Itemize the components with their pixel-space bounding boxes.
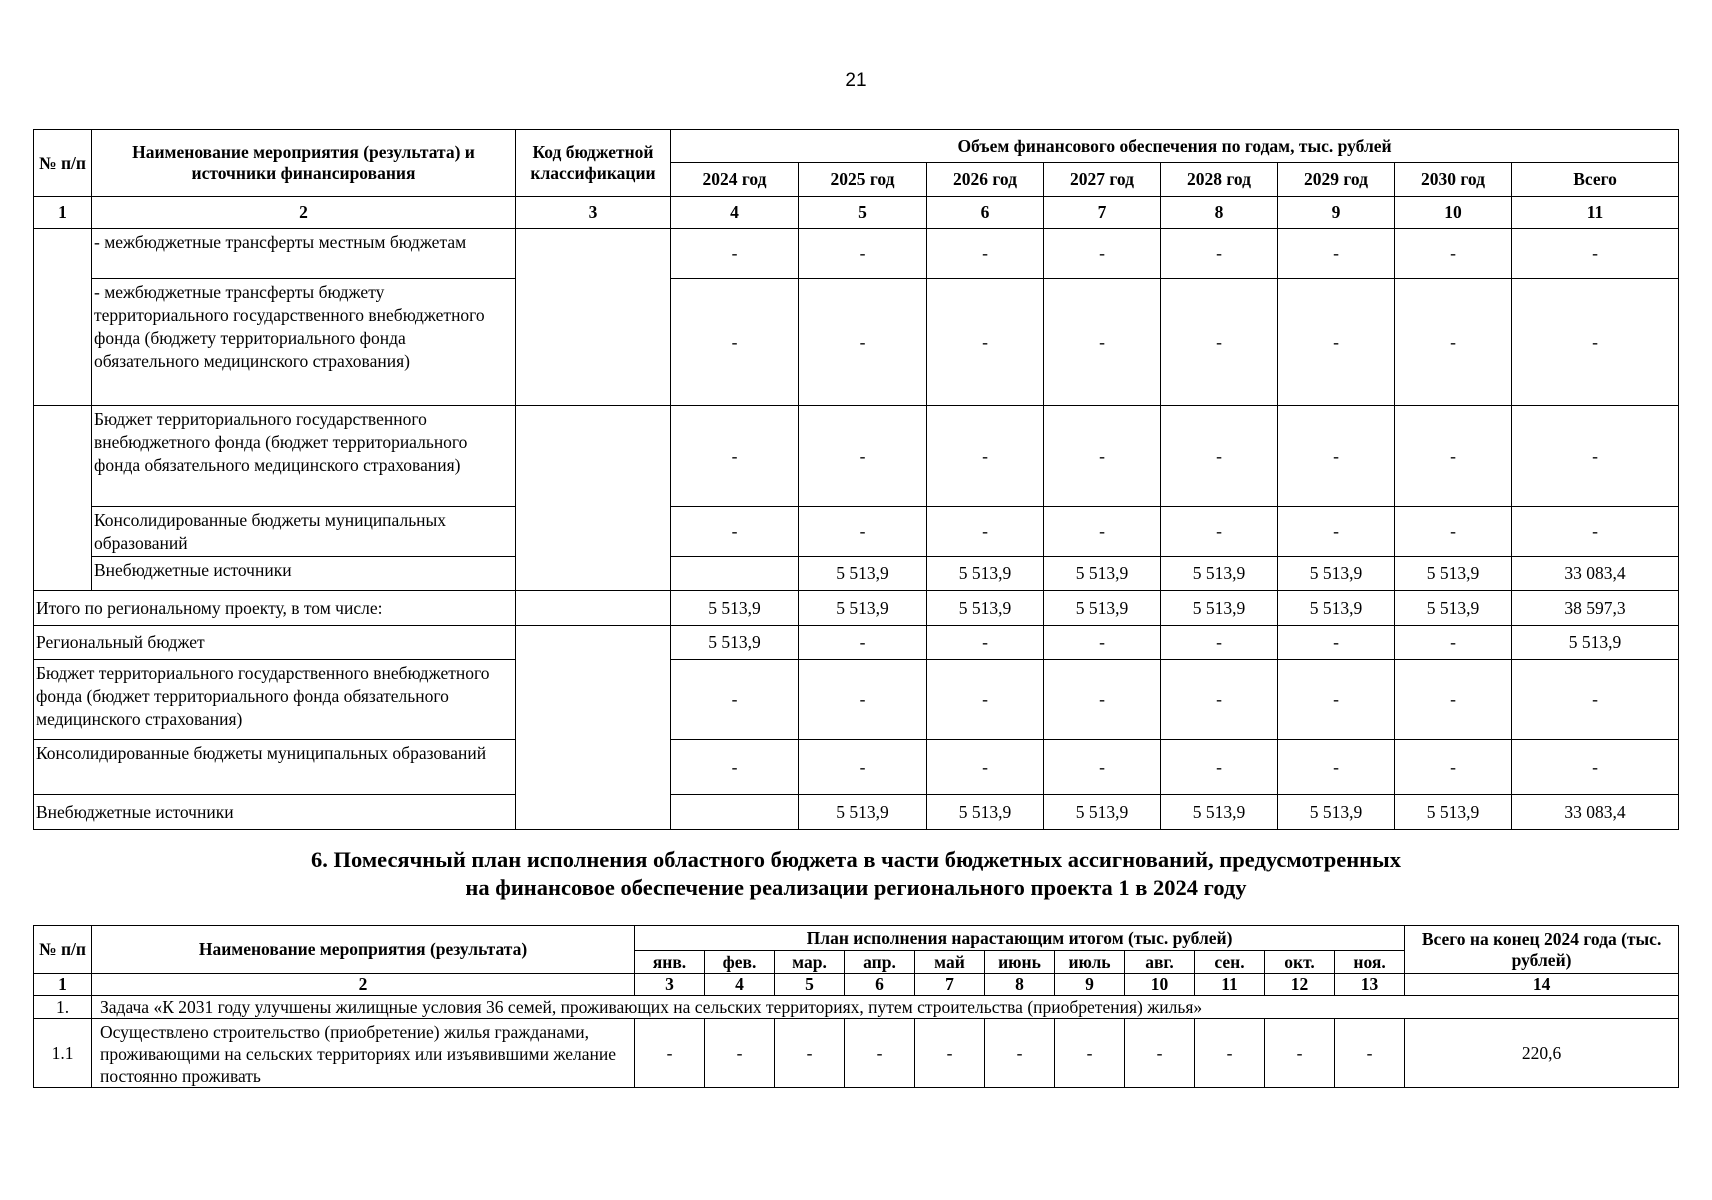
value-cell: - bbox=[1395, 507, 1512, 557]
item-text: Осуществлено строительство (приобретение) жилья гражданами, проживающими на сельских территориях или изъявившими желание постоянно проживать bbox=[92, 1019, 635, 1088]
value-cell: - bbox=[1395, 740, 1512, 795]
column-number: 10 bbox=[1395, 197, 1512, 229]
value-cell: 38 597,3 bbox=[1512, 591, 1679, 626]
value-cell: - bbox=[671, 507, 799, 557]
header-year: 2024 год bbox=[671, 163, 799, 197]
value-cell: 5 513,9 bbox=[1161, 557, 1278, 591]
code-cell bbox=[516, 229, 671, 406]
row-label: - межбюджетные трансферты бюджету территориального государственного внебюджетного фонда (бюджету территориального фонда обязательного медицинского страхования) bbox=[92, 279, 516, 406]
value-cell: - bbox=[1512, 740, 1679, 795]
value-cell: 5 513,9 bbox=[671, 626, 799, 660]
value-cell: - bbox=[671, 740, 799, 795]
value-cell: - bbox=[1395, 279, 1512, 406]
column-number: 1 bbox=[34, 974, 92, 996]
value-cell: - bbox=[1395, 229, 1512, 279]
row-label: Внебюджетные источники bbox=[34, 795, 516, 830]
column-number: 6 bbox=[927, 197, 1044, 229]
column-number: 12 bbox=[1265, 974, 1335, 996]
header-month: июль bbox=[1055, 951, 1125, 974]
value-cell: - bbox=[799, 279, 927, 406]
value-cell: - bbox=[799, 406, 927, 507]
value-cell: 5 513,9 bbox=[799, 557, 927, 591]
header-year: 2030 год bbox=[1395, 163, 1512, 197]
value-cell: - bbox=[1278, 660, 1395, 740]
row-label: Внебюджетные источники bbox=[92, 557, 516, 591]
month-value: - bbox=[705, 1019, 775, 1088]
value-cell: 5 513,9 bbox=[799, 591, 927, 626]
value-cell: - bbox=[1278, 626, 1395, 660]
header-year: 2025 год bbox=[799, 163, 927, 197]
value-cell: - bbox=[1278, 279, 1395, 406]
column-number: 1 bbox=[34, 197, 92, 229]
section-6-title bbox=[0, 846, 1712, 902]
month-value: - bbox=[775, 1019, 845, 1088]
value-cell: - bbox=[799, 229, 927, 279]
value-cell: 5 513,9 bbox=[799, 795, 927, 830]
code-cell bbox=[516, 591, 671, 626]
value-cell: - bbox=[671, 660, 799, 740]
row-label: Бюджет территориального государственного внебюджетного фонда (бюджет территориального фонда обязательного медицинского страхования) bbox=[92, 406, 516, 507]
column-number: 4 bbox=[705, 974, 775, 996]
column-number: 6 bbox=[845, 974, 915, 996]
column-number: 4 bbox=[671, 197, 799, 229]
column-number: 5 bbox=[775, 974, 845, 996]
header-plan: План исполнения нарастающим итогом (тыс. рублей) bbox=[635, 926, 1405, 951]
month-value: - bbox=[1335, 1019, 1405, 1088]
value-cell: - bbox=[671, 406, 799, 507]
month-value: - bbox=[1055, 1019, 1125, 1088]
value-cell: - bbox=[1512, 279, 1679, 406]
value-cell: - bbox=[1278, 229, 1395, 279]
item-number: 1.1 bbox=[34, 1019, 92, 1088]
row-label: Региональный бюджет bbox=[34, 626, 516, 660]
value-cell: - bbox=[1395, 406, 1512, 507]
column-number: 8 bbox=[985, 974, 1055, 996]
header-month: июнь bbox=[985, 951, 1055, 974]
value-cell: - bbox=[1278, 406, 1395, 507]
header-month: авг. bbox=[1125, 951, 1195, 974]
value-cell: - bbox=[1512, 660, 1679, 740]
month-value: - bbox=[1195, 1019, 1265, 1088]
header-month: янв. bbox=[635, 951, 705, 974]
row-label: - межбюджетные трансферты местным бюджетам bbox=[92, 229, 516, 279]
value-cell: - bbox=[927, 740, 1044, 795]
value-cell: 5 513,9 bbox=[1161, 591, 1278, 626]
value-cell: - bbox=[1512, 229, 1679, 279]
value-cell: - bbox=[1044, 279, 1161, 406]
value-cell: - bbox=[1044, 406, 1161, 507]
value-cell: - bbox=[1395, 626, 1512, 660]
value-cell: - bbox=[927, 507, 1044, 557]
header-year: 2027 год bbox=[1044, 163, 1161, 197]
value-cell: - bbox=[1161, 740, 1278, 795]
column-number: 7 bbox=[1044, 197, 1161, 229]
header-name: Наименование мероприятия (результата) и источники финансирования bbox=[92, 130, 516, 197]
header-month: ноя. bbox=[1335, 951, 1405, 974]
value-cell: - bbox=[1044, 740, 1161, 795]
column-number: 2 bbox=[92, 197, 516, 229]
value-cell: 5 513,9 bbox=[927, 795, 1044, 830]
value-cell: 5 513,9 bbox=[1395, 591, 1512, 626]
month-value: - bbox=[1265, 1019, 1335, 1088]
value-cell: - bbox=[799, 626, 927, 660]
row-label: Итого по региональному проекту, в том числе: bbox=[34, 591, 516, 626]
month-value: - bbox=[915, 1019, 985, 1088]
section-title-line: на финансовое обеспечение реализации регионального проекта 1 в 2024 году bbox=[465, 875, 1247, 900]
monthly-plan-table bbox=[33, 925, 1679, 1088]
header-year: 2026 год bbox=[927, 163, 1044, 197]
value-cell: - bbox=[671, 279, 799, 406]
value-cell: 5 513,9 bbox=[1278, 591, 1395, 626]
value-cell: - bbox=[927, 279, 1044, 406]
num-cell bbox=[34, 229, 92, 406]
value-cell: 5 513,9 bbox=[1044, 795, 1161, 830]
value-cell: - bbox=[1044, 507, 1161, 557]
value-cell: 5 513,9 bbox=[1278, 557, 1395, 591]
header-year: 2028 год bbox=[1161, 163, 1278, 197]
column-number: 3 bbox=[516, 197, 671, 229]
column-number: 11 bbox=[1512, 197, 1679, 229]
value-cell: - bbox=[1161, 229, 1278, 279]
value-cell: 5 513,9 bbox=[1512, 626, 1679, 660]
value-cell: - bbox=[1044, 660, 1161, 740]
row-label: Консолидированные бюджеты муниципальных образований bbox=[92, 507, 516, 557]
code-cell bbox=[516, 626, 671, 830]
value-cell: - bbox=[799, 660, 927, 740]
value-cell: - bbox=[1044, 626, 1161, 660]
value-cell: - bbox=[927, 406, 1044, 507]
value-cell: 5 513,9 bbox=[927, 557, 1044, 591]
task-number: 1. bbox=[34, 996, 92, 1019]
header-volume: Объем финансового обеспечения по годам, тыс. рублей bbox=[671, 130, 1679, 163]
value-cell: - bbox=[1278, 507, 1395, 557]
month-value: - bbox=[635, 1019, 705, 1088]
value-cell: 33 083,4 bbox=[1512, 557, 1679, 591]
value-cell: - bbox=[1395, 660, 1512, 740]
code-cell bbox=[516, 406, 671, 591]
header-num: № п/п bbox=[34, 926, 92, 974]
column-number: 9 bbox=[1278, 197, 1395, 229]
header-total: Всего на конец 2024 года (тыс. рублей) bbox=[1405, 926, 1679, 974]
value-cell: - bbox=[1161, 626, 1278, 660]
value-cell: 5 513,9 bbox=[1044, 557, 1161, 591]
value-cell: 33 083,4 bbox=[1512, 795, 1679, 830]
column-number: 3 bbox=[635, 974, 705, 996]
header-month: сен. bbox=[1195, 951, 1265, 974]
header-month: май bbox=[915, 951, 985, 974]
row-label: Бюджет территориального государственного внебюджетного фонда (бюджет территориального фонда обязательного медицинского страхования) bbox=[34, 660, 516, 740]
value-cell: - bbox=[1161, 406, 1278, 507]
value-cell: - bbox=[1161, 507, 1278, 557]
column-number: 5 bbox=[799, 197, 927, 229]
month-value: - bbox=[985, 1019, 1055, 1088]
month-value: - bbox=[845, 1019, 915, 1088]
header-year: 2029 год bbox=[1278, 163, 1395, 197]
section-title-line: 6. Помесячный план исполнения областного бюджета в части бюджетных ассигнований, предусмотренных bbox=[311, 847, 1401, 872]
page-number: 21 bbox=[845, 70, 867, 91]
task-text: Задача «К 2031 году улучшены жилищные условия 36 семей, проживающих на сельских территориях, путем строительства (приобретения) жилья» bbox=[92, 996, 1679, 1019]
column-number: 11 bbox=[1195, 974, 1265, 996]
column-number: 7 bbox=[915, 974, 985, 996]
value-cell: - bbox=[1278, 740, 1395, 795]
header-total: Всего bbox=[1512, 163, 1679, 197]
header-num: № п/п bbox=[34, 130, 92, 197]
value-cell: - bbox=[1512, 406, 1679, 507]
header-name: Наименование мероприятия (результата) bbox=[92, 926, 635, 974]
column-number: 10 bbox=[1125, 974, 1195, 996]
value-cell: 5 513,9 bbox=[1278, 795, 1395, 830]
value-cell: - bbox=[927, 660, 1044, 740]
value-cell: - bbox=[1044, 229, 1161, 279]
value-cell bbox=[671, 795, 799, 830]
column-number: 2 bbox=[92, 974, 635, 996]
column-number: 9 bbox=[1055, 974, 1125, 996]
value-cell: 5 513,9 bbox=[1044, 591, 1161, 626]
item-total: 220,6 bbox=[1405, 1019, 1679, 1088]
value-cell: - bbox=[671, 229, 799, 279]
value-cell: 5 513,9 bbox=[927, 591, 1044, 626]
header-month: мар. bbox=[775, 951, 845, 974]
value-cell: - bbox=[1161, 279, 1278, 406]
value-cell: - bbox=[799, 740, 927, 795]
value-cell: 5 513,9 bbox=[1161, 795, 1278, 830]
value-cell: - bbox=[1512, 507, 1679, 557]
value-cell: 5 513,9 bbox=[671, 591, 799, 626]
value-cell: 5 513,9 bbox=[1395, 557, 1512, 591]
num-cell bbox=[34, 406, 92, 591]
column-number: 14 bbox=[1405, 974, 1679, 996]
header-month: фев. bbox=[705, 951, 775, 974]
header-code: Код бюджетной классификации bbox=[516, 130, 671, 197]
column-number: 8 bbox=[1161, 197, 1278, 229]
month-value: - bbox=[1125, 1019, 1195, 1088]
value-cell: - bbox=[927, 229, 1044, 279]
header-month: окт. bbox=[1265, 951, 1335, 974]
value-cell: 5 513,9 bbox=[1395, 795, 1512, 830]
header-month: апр. bbox=[845, 951, 915, 974]
value-cell: - bbox=[1161, 660, 1278, 740]
column-number: 13 bbox=[1335, 974, 1405, 996]
value-cell: - bbox=[927, 626, 1044, 660]
financing-table bbox=[33, 129, 1679, 830]
row-label: Консолидированные бюджеты муниципальных образований bbox=[34, 740, 516, 795]
value-cell bbox=[671, 557, 799, 591]
value-cell: - bbox=[799, 507, 927, 557]
